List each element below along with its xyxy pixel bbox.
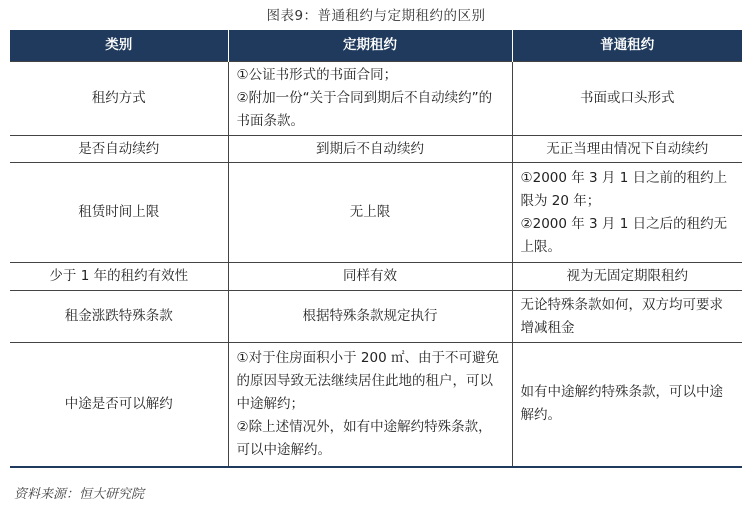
fixed-lease-cell <box>228 163 512 263</box>
cell-line: ①对于住房面积小于 200 ㎡、由于不可避免的原因导致无法继续居住此地的租户，可以中途解约； <box>236 349 499 412</box>
ordinary-lease-cell <box>512 62 742 136</box>
table-row <box>10 136 742 163</box>
table-row <box>10 291 742 343</box>
table-row <box>10 343 742 467</box>
row-category: 少于 1 年的租约有效性 <box>10 263 228 291</box>
row-category: 是否自动续约 <box>10 136 228 163</box>
table-row <box>10 62 742 136</box>
cell-line: 根据特殊条款规定执行 <box>302 308 438 324</box>
cell-line: 无正当理由情况下自动续约 <box>546 140 709 157</box>
table-row <box>10 263 742 291</box>
cell-line: 到期后不自动续约 <box>316 140 424 157</box>
fixed-lease-cell <box>228 62 512 136</box>
ordinary-lease-cell <box>512 263 742 291</box>
cell-line: ②附加一份“关于合同到期后不自动续约”的书面条款。 <box>236 90 493 129</box>
ordinary-lease-cell <box>512 163 742 263</box>
cell-line: ②2000 年 3 月 1 日之后的租约无上限。 <box>520 215 728 255</box>
cell-line: 无论特殊条款如何，双方均可要求增减租金 <box>520 296 723 336</box>
table-title: 图表9：普通租约与定期租约的区别 <box>266 8 486 24</box>
ordinary-lease-cell <box>512 291 742 343</box>
cell-line: ①公证书形式的书面合同； <box>236 67 398 83</box>
cell-line: 视为无固定期限租约 <box>566 268 688 284</box>
fixed-lease-cell <box>228 343 512 467</box>
cell-line: 同样有效 <box>343 268 397 284</box>
row-category: 租赁时间上限 <box>10 163 228 263</box>
header-ordinary-lease: 普通租约 <box>512 30 742 62</box>
row-category: 租金涨跌特殊条款 <box>10 291 228 343</box>
cell-line: 书面或口头形式 <box>580 90 675 106</box>
cell-line: 如有中途解约特殊条款，可以中途解约。 <box>520 384 723 424</box>
row-category: 租约方式 <box>10 62 228 136</box>
cell-line: ②除上述情况外，如有中途解约特殊条款，可以中途解约。 <box>236 418 492 458</box>
header-category: 类别 <box>10 30 228 62</box>
header-fixed-lease: 定期租约 <box>228 30 512 62</box>
fixed-lease-cell <box>228 136 512 163</box>
comparison-table <box>10 30 742 468</box>
fixed-lease-cell <box>228 291 512 343</box>
row-category: 中途是否可以解约 <box>10 343 228 467</box>
ordinary-lease-cell <box>512 343 742 467</box>
ordinary-lease-cell <box>512 136 742 163</box>
fixed-lease-cell <box>228 263 512 291</box>
cell-line: ①2000 年 3 月 1 日之前的租约上限为 20 年； <box>520 169 728 209</box>
cell-line: 无上限 <box>349 204 391 220</box>
source-note: 资料来源：恒大研究院 <box>14 487 145 502</box>
table-row <box>10 163 742 263</box>
header-row <box>10 30 742 62</box>
